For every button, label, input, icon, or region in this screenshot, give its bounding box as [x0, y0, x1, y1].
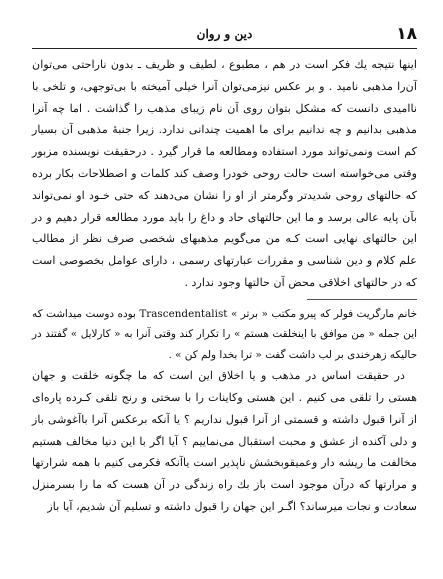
footnote: خانم مارگریت فولر که پیرو مکتب « برتر » Trascendentalist بوده دوست میداشت که این جمله « من موافق با اینخلقت هستم » را تکرار کند وقتی آنرا به « کارلایل » گفتند در حالیکه زهرخندی بر لب داشت گفت « ترا بخدا ولم کن » . — [32, 307, 417, 361]
body-paragraph: در حقیقت اساس در مذهب و یا اخلاق این است که ما چگونه خلقت و جهان هستی را تلقی می کنیم . این هستی وکاینات را با سختی و رنج تلقی کـرده پاره‌ای از آنرا قبول داشته و قسمتی از آنرا قبول نداریم ؟ یا آنکه برعکس آنرا باآغوشی باز و دلی آکنده از عشق و محبت استقبال می‌نماییم ؟ آیا اگر با این دنیا مخالف هستیم مخالفت ما ریشه دار وعمیقوبخشش ناپذیر است یاآنکه فکرمی کنیم با همه شرارتها و مرارتها که درآن موجود است باز بك راه زندگی در آن هست که ما را بسرمنزل سعادت و نجات میرساند؟ اگـر این جهان را قبول داشته و تسلیم آن شدیم، آیا باز — [32, 369, 417, 514]
page-body — [32, 54, 417, 579]
footnote-divider — [307, 299, 417, 300]
running-title: دین و روان — [196, 27, 253, 41]
page-header — [32, 24, 417, 49]
body-paragraph: اینها نتیجه یك فکر است در هم ، مطبوع ، لطیف و ظریف ـ بدون ناراحتی می‌توان آن‌را مذهبی نامید . و بر عکس نیزمی‌توان آنرا خیلی آمیخته با بی‌توجهی، و تلخی با ناامیدی دانست که مشکل بتوان روی آن نام زیبای مذهب را گذاشت . اما چه آنرا مذهبی بدانیم و چه ندانیم برای ما اهمیت چندانی ندارد. زیرا جنبهٔ مذهبی آن بسیار کم است ونمی‌تواند مورد استفاده ومطالعه ما قرار گیرد . درحقیقت نویسنده مزبور وقتی می‌خواسته است حالت روحی خودرا وصف کند کلمات و اصطلاحات بکار برده که حالتهای روحی شدیدتر وگرمتر از او را نشان می‌دهند که حتی خـود او نمی‌تواند بآن پایه عالی برسد و ما این حالتهای حاد و داغ را باید مورد مطالعه قرار دهیم و در این حالتهای نهایی است کـه من می‌گویم مذهبهای شخصی صرف نظر از مطالب علم کلام و دین شناسی و مقررات عبارتهای رسمی ، دارای عوامل بخصوصی است که در حالتهای اخلاقی محض آن حالتها وجود ندارد . — [32, 58, 417, 289]
page-number: ۱۸ — [396, 24, 417, 44]
